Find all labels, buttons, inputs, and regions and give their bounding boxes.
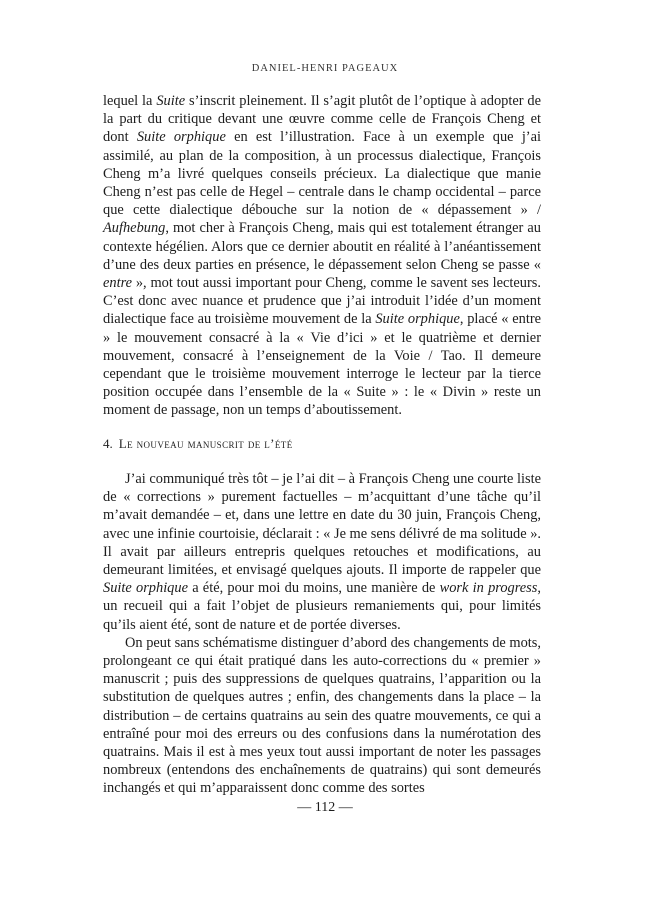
italic-title: Suite <box>156 93 186 109</box>
paragraph-3: On peut sans schématisme distinguer d’abord des changements de mots, prolongeant ce qui était pratiqué dans les auto-corrections du « premier » manuscrit ; puis des suppressions de quelques quatrains, l’apparition ou la substitution de quelques autres ; enfin, des changements dans la place – la distribution – de certains quatrains au sein des quatre mouvements, ce qui a entraîné pour moi des erreurs ou des confusions dans la numérotation des quatrains. Mais il est à mes yeux tout aussi important de noter les passages nombreux (entendons des enchaînements de quatrains) qui sont demeurés inchangés et qui m’apparaissent donc comme des sortes <box>103 634 541 797</box>
section-title: Le nouveau manuscrit de l’été <box>118 436 293 451</box>
italic-title: Suite orphique <box>103 580 188 597</box>
paragraph-1 <box>103 92 541 420</box>
text-run: , mot cher à François Cheng, mais qui est totalement étranger au contexte hégélien. Alors que ce dernier aboutit en réalité à l’anéantissement d’une des deux parties en présence, le dépassement selon Cheng se passe « <box>103 220 541 273</box>
text-run: lequel la <box>103 93 157 109</box>
section-body <box>103 470 541 798</box>
section-number: 4. <box>103 436 113 451</box>
section-heading <box>103 436 293 452</box>
italic-title: Suite orphique <box>136 129 226 146</box>
italic-title: Suite orphique <box>375 311 460 328</box>
text-run: s’inscrit pleinement. Il s’agit plutôt de l’optique à adopter de la part du critique devant une œuvre comme celle de François Cheng et dont <box>103 93 541 146</box>
italic-term: work in progress <box>439 580 538 597</box>
paragraph-1-text <box>103 92 541 420</box>
text-run: , un recueil qui a fait l’objet de plusieurs remaniements qui, pour limités qu’ils aient été, sont de nature et de portée diverses. <box>103 580 541 633</box>
running-head: DANIEL-HENRI PAGEAUX <box>251 63 399 74</box>
text-run: a été, pour moi du moins, une manière de <box>187 580 440 597</box>
text-run: en est l’illustration. Face à un exemple que j’ai assimilé, au plan de la composition, à un processus dialectique, François Cheng m’a livré quelques conseils précieux. La dialectique que manie Cheng n’est pas celle de Hegel – centrale dans le champ occidental – parce que cette dialectique débouche sur la notion de « dépassement » / <box>103 129 541 219</box>
text-run: , placé « entre » le mouvement consacré à la « Vie d’ici » et le quatrième et dernier mouvement, consacré à l’enseignement de la Voie / Tao. Il demeure cependant que le troisième mouvement interroge le lecteur par la tierce position occupée dans l’ensemble de la « Suite » : le « Divin » reste un moment de passage, non un temps d’aboutissement. <box>103 311 541 419</box>
italic-term: Aufhebung <box>103 220 166 237</box>
text-run: J’ai communiqué très tôt – je l’ai dit – à François Cheng une courte liste de « corrections » purement factuelles – m’acquittant d’une tâche qu’il m’avait demandée – et, dans une lettre en date du 30 juin, François Cheng, avec une infinie courtoisie, déclarait : « Je me sens délivré de ma solitude ». Il avait par ailleurs entrepris quelques retouches et modifications, au demeurant limitées, et envisagé quelques ajouts. Il importe de rappeler que <box>103 471 541 579</box>
paragraph-2 <box>103 470 541 634</box>
italic-term: entre <box>103 275 133 292</box>
page-number: — 112 — <box>297 800 353 815</box>
text-run: », mot tout aussi important pour Cheng, comme le savent ses lecteurs. C’est donc avec nuance et prudence que j’ai introduit l’idée d’un moment dialectique face au troisième mouvement de la <box>103 275 541 328</box>
